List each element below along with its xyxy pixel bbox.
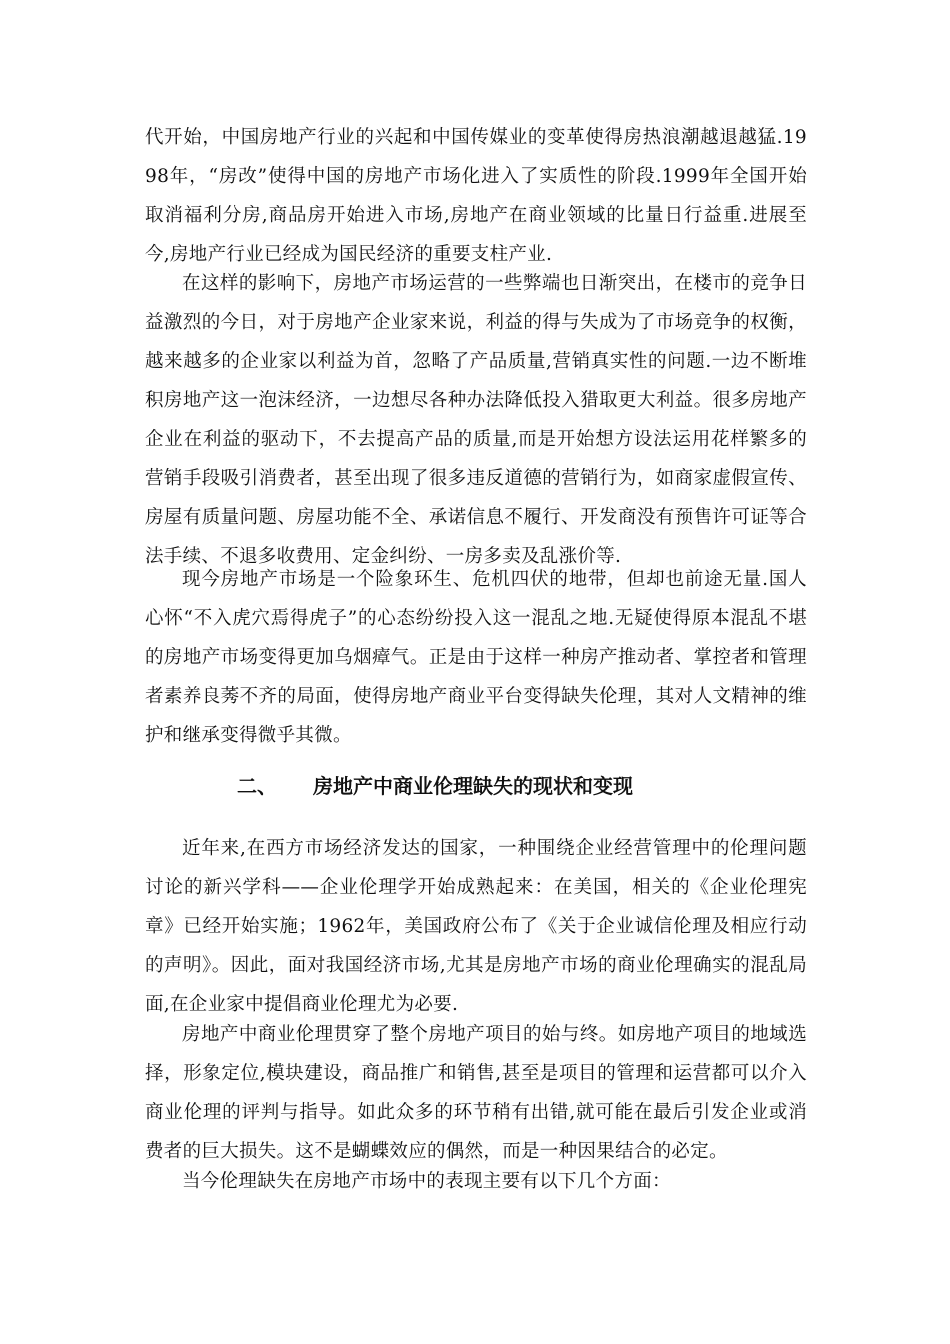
body-paragraph: 代开始，中国房地产行业的兴起和中国传媒业的变革使得房热浪潮越退越猛.1998年，“房改”使得中国的房地产市场化进入了实质性的阶段.1999年全国开始取消福利分房,商品房开始进入市场,房地产在商业领域的比量日行益重.进展至今,房地产行业已经成为国民经济的重要支柱产业. — [145, 127, 807, 265]
body-paragraph: 近年来,在西方市场经济发达的国家，一种围绕企业经营管理中的伦理问题讨论的新兴学科——企业伦理学开始成熟起来：在美国，相关的《企业伦理宪章》已经开始实施；1962年，美国政府公布了《关于企业诚信伦理及相应行动的声明》。因此，面对我国经济市场,尤其是房地产市场的商业伦理确实的混乱局面,在企业家中提倡商业伦理尤为必要. — [145, 838, 807, 1015]
section-title: 房地产中商业伦理缺失的现状和变现 — [313, 774, 633, 798]
body-paragraph: 现今房地产市场是一个险象环生、危机四伏的地带，但却也前途无量.国人心怀“不入虎穴焉得虎子”的心态纷纷投入这一混乱之地.无疑使得原本混乱不堪的房地产市场变得更加乌烟瘴气。正是由于这样一种房产推动者、掌控者和管理者素养良莠不齐的局面，使得房地产商业平台变得缺失伦理，其对人文精神的维护和继承变得微乎其微。 — [145, 569, 807, 746]
section-heading — [237, 768, 633, 804]
body-paragraph: 在这样的影响下，房地产市场运营的一些弊端也日渐突出，在楼市的竞争日益激烈的今日，对于房地产企业家来说，利益的得与失成为了市场竞争的权衡，越来越多的企业家以利益为首，忽略了产品质量,营销真实性的问题.一边不断堆积房地产这一泡沫经济，一边想尽各种办法降低投入猎取更大利益。很多房地产企业在利益的驱动下，不去提高产品的质量,而是开始想方设法运用花样繁多的营销手段吸引消费者，甚至出现了很多违反道德的营销行为，如商家虚假宣传、房屋有质量问题、房屋功能不全、承诺信息不履行、开发商没有预售许可证等合法手续、不退多收费用、定金纠纷、一房多卖及乱涨价等. — [145, 273, 807, 567]
body-paragraph: 当今伦理缺失在房地产市场中的表现主要有以下几个方面： — [182, 1171, 671, 1192]
body-paragraph: 房地产中商业伦理贯穿了整个房地产项目的始与终。如房地产项目的地域选择，形象定位,模块建设，商品推广和销售,甚至是项目的管理和运营都可以介入商业伦理的评判与指导。如此众多的环节稍有出错,就可能在最后引发企业或消费者的巨大损失。这不是蝴蝶效应的偶然，而是一种因果结合的必定。 — [145, 1024, 807, 1162]
section-number: 二、 — [237, 774, 277, 798]
